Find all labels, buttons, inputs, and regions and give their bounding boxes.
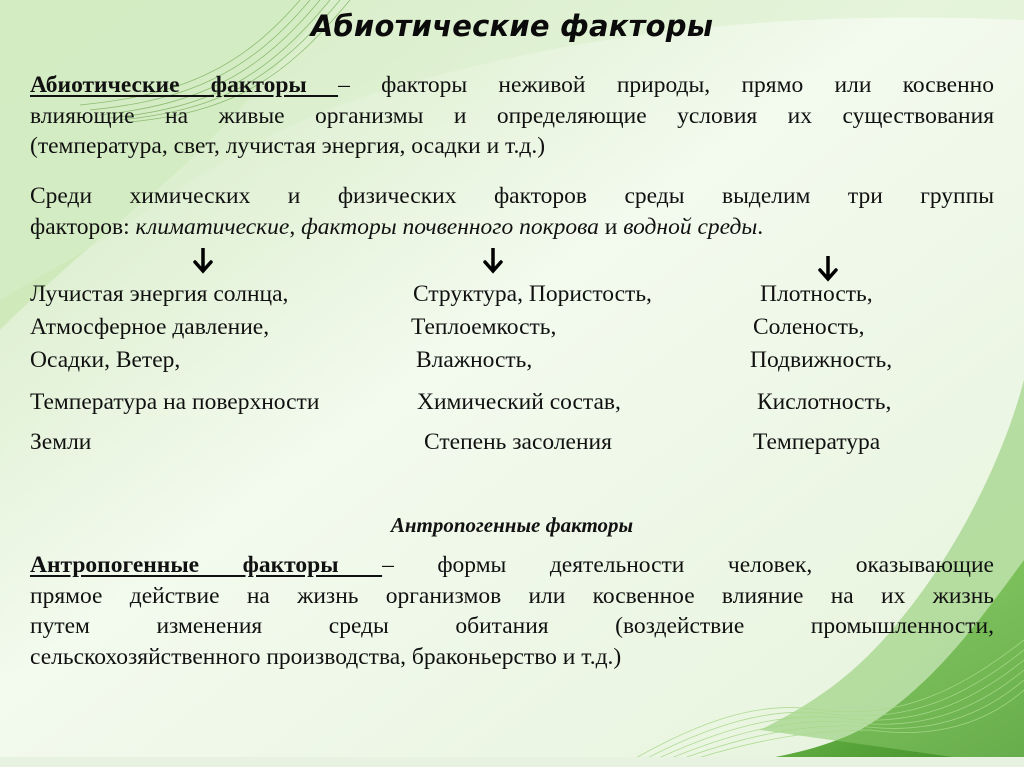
slide-title: Абиотические факторы [310,9,714,43]
abiotic-definition-line1: – факторы неживой природы, прямо или косвенно [338,72,994,98]
separator: , [289,213,302,240]
group-climatic: климатические [135,213,290,240]
anthropogenic-term: Антропогенные факторы [30,552,383,578]
anthropogenic-title: Антропогенные факторы [390,513,634,537]
climatic-item: Атмосферное давление, [30,314,270,340]
anthropogenic-definition-line1: – формы деятельности человек, оказывающие [382,552,994,578]
period: . [757,213,764,240]
water-item: Температура [753,429,881,455]
soil-item: Степень засоления [424,429,612,455]
down-arrow-icon [818,256,838,282]
anthropogenic-definition [30,550,994,672]
separator: и [598,213,624,240]
soil-item: Теплоемкость, [411,314,557,340]
climatic-item: Температура на поверхности [30,389,320,415]
group-soil: факторы почвенного покрова [301,213,599,240]
down-arrow-icon [193,248,213,274]
anthropogenic-definition-line4: сельскохозяйственного производства, браконьерство и т.д.) [30,643,622,670]
climatic-item: Земли [30,429,92,455]
down-arrow-icon [483,248,503,274]
group-water: водной среды [623,213,758,240]
water-item: Соленость, [753,314,865,340]
abiotic-term: Абиотические факторы [30,72,339,98]
anthropogenic-definition-line2: прямое действие на жизнь организмов или косвенное влияние на их жизнь [30,582,994,609]
abiotic-definition [30,70,994,162]
climatic-item: Лучистая энергия солнца, [30,281,289,307]
groups-intro [30,181,994,242]
groups-intro-line1: Среди химических и физических факторов среды выделим три группы [30,183,994,209]
abiotic-definition-line2: влияющие на живые организмы и определяющие условия их существования [30,102,994,129]
soil-item: Структура, Пористость, [413,281,652,307]
abiotic-definition-line3: (температура, свет, лучистая энергия, осадки и т.д.) [30,133,546,159]
climatic-item: Осадки, Ветер, [30,347,181,373]
water-item: Кислотность, [757,389,892,415]
soil-item: Химический состав, [417,389,621,415]
water-item: Плотность, [760,281,873,307]
anthropogenic-definition-line3: путем изменения среды обитания (воздействие промышленности, [30,613,994,639]
water-item: Подвижность, [750,347,893,373]
soil-item: Влажность, [416,347,533,373]
groups-intro-prefix: факторов: [30,213,136,240]
